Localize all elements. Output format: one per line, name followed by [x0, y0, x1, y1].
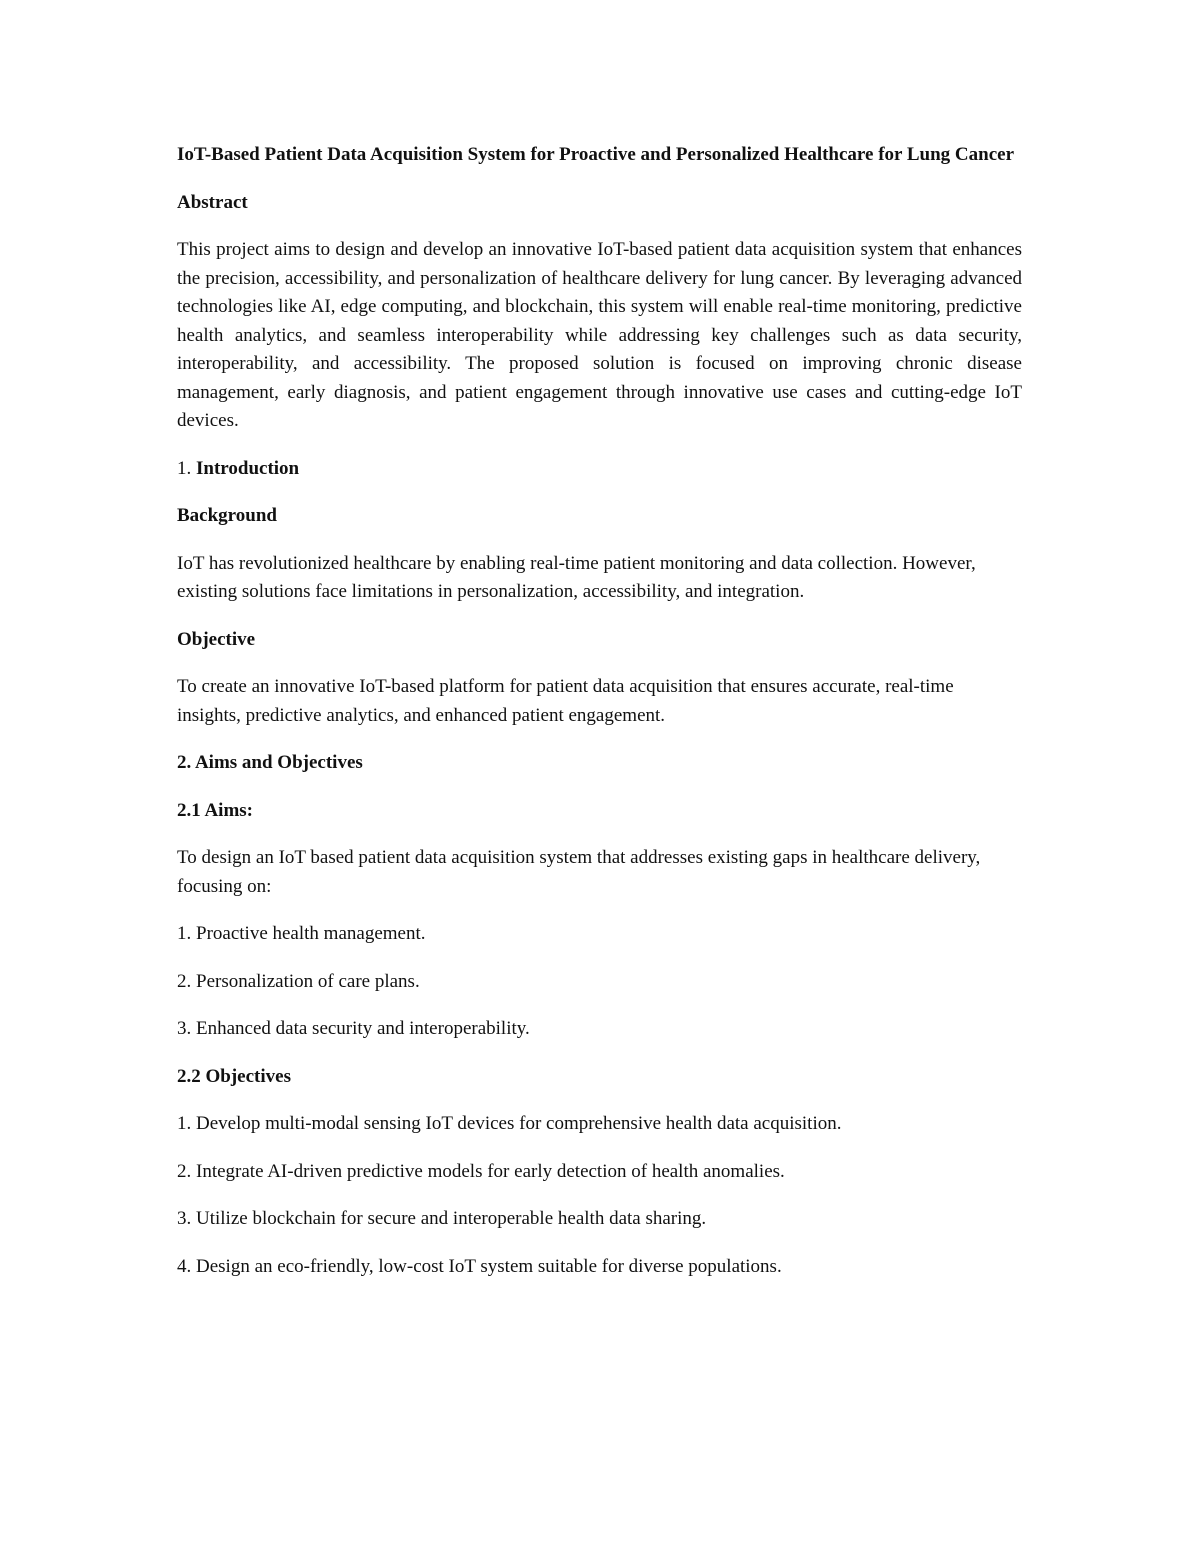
introduction-title: Introduction	[196, 457, 300, 479]
list-item: 3. Enhanced data security and interoperability.	[177, 1018, 530, 1039]
list-item: 3. Utilize blockchain for secure and interoperable health data sharing.	[177, 1208, 707, 1229]
introduction-heading	[177, 455, 1022, 484]
list-item: 4. Design an eco-friendly, low-cost IoT system suitable for diverse populations.	[177, 1255, 782, 1277]
background-heading: Background	[177, 505, 277, 526]
objectives-heading: 2.2 Objectives	[177, 1065, 291, 1087]
background-text: IoT has revolutionized healthcare by enabling real-time patient monitoring and data collection. However, existing solutions face limitations in personalization, accessibility, and integration.	[177, 552, 976, 602]
document-title: IoT-Based Patient Data Acquisition System for Proactive and Personalized Healthcare for Lung Cancer	[177, 144, 1015, 165]
aims-text: To design an IoT based patient data acquisition system that addresses existing gaps in healthcare delivery, focusing on:	[177, 847, 981, 897]
list-item: 1. Develop multi-modal sensing IoT devices for comprehensive health data acquisition.	[177, 1113, 842, 1134]
introduction-number: 1.	[177, 457, 192, 479]
abstract-heading: Abstract	[177, 191, 248, 213]
aims-heading: 2.1 Aims:	[177, 799, 253, 821]
aims-objectives-heading: 2. Aims and Objectives	[177, 752, 363, 773]
list-item: 2. Integrate AI-driven predictive models for early detection of health anomalies.	[177, 1160, 785, 1182]
list-item: 1. Proactive health management.	[177, 923, 426, 944]
abstract-text: This project aims to design and develop an innovative IoT-based patient data acquisition system that enhances the precision, accessibility, and personalization of healthcare delivery for lung cancer. By leveraging advanced technologies like AI, edge computing, and blockchain, this system will enable real-time monitoring, predictive health analytics, and seamless interoperability while addressing key challenges such as data security, interoperability, and accessibility. The proposed solution is focused on improving chronic disease management, early diagnosis, and patient engagement through innovative use cases and cutting-edge IoT devices.	[177, 239, 1022, 431]
document-body	[177, 141, 1022, 1300]
objective-heading: Objective	[177, 628, 256, 650]
objective-text: To create an innovative IoT-based platform for patient data acquisition that ensures accurate, real-time insights, predictive analytics, and enhanced patient engagement.	[177, 676, 954, 726]
list-item: 2. Personalization of care plans.	[177, 970, 420, 992]
